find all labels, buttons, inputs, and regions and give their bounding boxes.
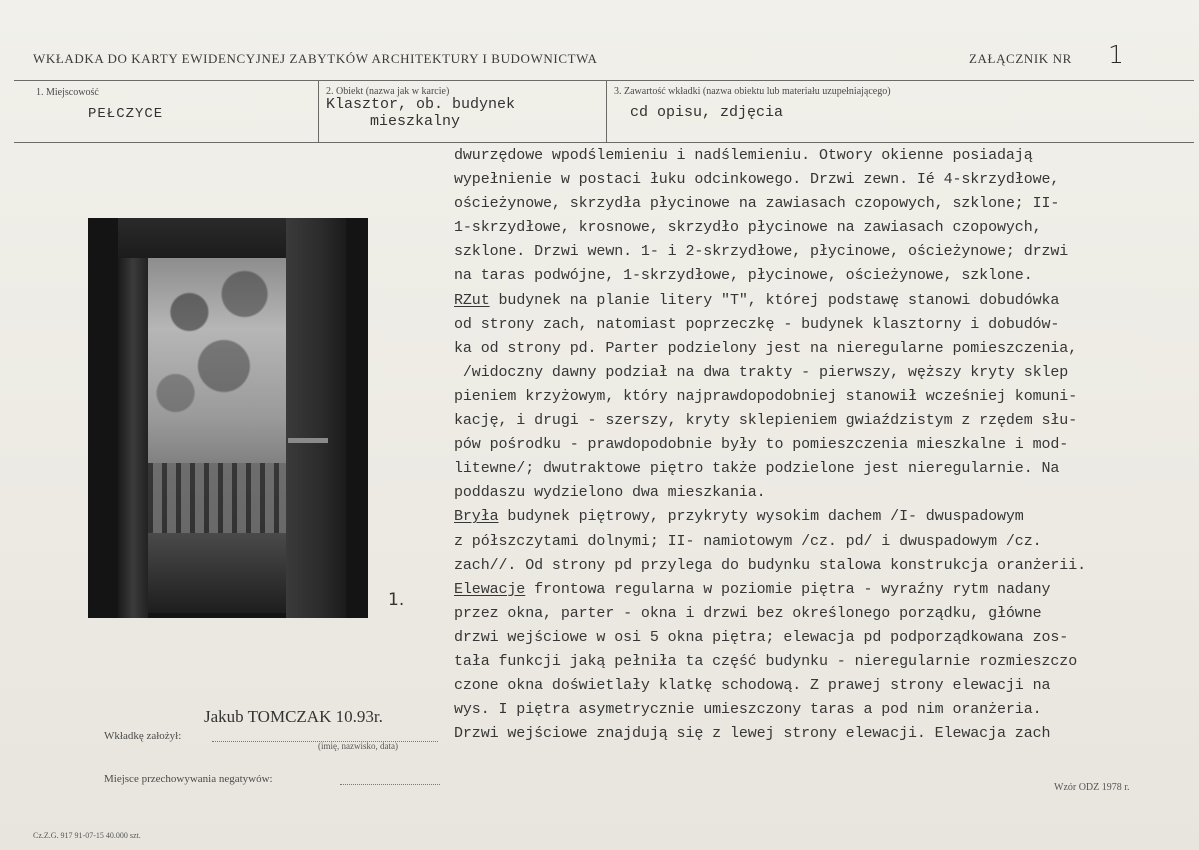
founded-label: Wkładkę założył: — [104, 730, 182, 742]
body-line: ka od strony pd. Parter podzielony jest na nieregularne pomieszczenia, — [454, 339, 1078, 357]
body-line: 1-skrzydłowe, krosnowe, skrzydło płycinowe na zawiasach czopowych, — [454, 219, 1042, 237]
contents-value: cd opisu, zdjęcia — [630, 104, 784, 121]
heading-rzut: RZut — [454, 291, 490, 309]
object-label: 2. Obiekt (nazwa jak w karcie) — [326, 86, 450, 97]
locality-label: 1. Miejscowość — [36, 87, 99, 98]
heading-elewacje: Elewacje — [454, 580, 526, 598]
body-line-elewacje — [454, 578, 1194, 602]
negatives-dotted-line — [340, 784, 440, 785]
box-divider-1 — [318, 80, 319, 143]
body-line: szklone. Drzwi wewn. 1- i 2-skrzydłowe, płycinowe, ościeżynowe; drzwi — [454, 243, 1069, 261]
heading-bryla: Bryła — [454, 508, 499, 526]
photo-number: 1. — [388, 590, 405, 610]
photograph-doorway — [88, 218, 368, 618]
body-line: dwurzędowe wpodślemieniu i nadślemieniu. Otwory okienne posiadają — [454, 147, 1033, 164]
body-line: wys. I piętra asymetrycznie umieszczony taras a pod nim oranżeria. — [454, 701, 1042, 719]
body-line: tała funkcji jaką pełniła ta część budynku - nieregularnie rozmieszczo — [454, 652, 1078, 670]
body-line-rest: budynek na planie litery "T", której podstawę stanowi dobudówka — [489, 291, 1060, 309]
body-line: pów pośrodku - prawdopodobnie były to pomieszczenia mieszkalne i mod- — [454, 436, 1069, 454]
description-text — [454, 144, 1194, 746]
form-title: WKŁADKA DO KARTY EWIDENCYJNEJ ZABYTKÓW ARCHITEKTURY I BUDOWNICTWA — [33, 51, 598, 66]
contents-label: 3. Zawartość wkładki (nazwa obiektu lub materiału uzupełniającego) — [614, 86, 891, 97]
author-signature: Jakub TOMCZAK 10.93r. — [204, 707, 383, 726]
photo-door-handle — [288, 438, 328, 443]
founded-hint: (imię, nazwisko, data) — [318, 741, 398, 751]
body-line: czone okna doświetlały klatkę schodową. Z prawej strony elewacji na — [454, 677, 1051, 695]
body-line: na taras podwójne, 1-skrzydłowe, płycinowe, ościeżynowe, szklone. — [454, 267, 1033, 285]
photo-door-frame-left — [118, 218, 148, 618]
object-value-line1: Klasztor, ob. budynek — [326, 96, 516, 113]
body-line: kację, i drugi - szerszy, kryty sklepieniem gwiaździstym z rzędem słu- — [454, 412, 1078, 430]
top-rule — [14, 80, 1194, 81]
photo-foliage — [148, 258, 286, 438]
body-line: poddaszu wydzielono dwa mieszkania. — [454, 484, 766, 502]
body-line-rest: frontowa regularna w poziomie piętra - wyraźny rytm nadany — [525, 580, 1051, 598]
box-bottom-rule — [14, 142, 1194, 143]
object-value-line2: mieszkalny — [370, 113, 461, 130]
body-line: pieniem krzyżowym, który najprawdopodobniej stanowił wcześniej komuni- — [454, 387, 1078, 405]
body-line: od strony zach, natomiast poprzeczkę - budynek klasztorny i dobudów- — [454, 315, 1060, 333]
body-line: Drzwi wejściowe znajdują się z lewej strony elewacji. Elewacja zach — [454, 725, 1051, 743]
body-line: ościeżynowe, skrzydła płycinowe na zawiasach czopowych, szklone; II- — [454, 195, 1060, 213]
body-line: z półszczytami dolnymi; II- namiotowym /cz. pd/ i dwuspadowym /cz. — [454, 532, 1042, 550]
photo-terrace-railing — [148, 463, 286, 533]
body-line-rest: budynek piętrowy, przykryty wysokim dachem /I- dwuspadowym — [498, 508, 1024, 526]
body-line-rzut — [454, 289, 1194, 313]
body-line: drzwi wejściowe w osi 5 okna piętra; elewacja pd podporządkowana zos- — [454, 628, 1069, 646]
body-line-bryla — [454, 505, 1194, 529]
form-model: Wzór ODZ 1978 r. — [1054, 782, 1130, 793]
annex-number: 1 — [1108, 40, 1124, 69]
body-line: wypełnienie w postaci łuku odcinkowego. Drzwi zewn. Ié 4-skrzydłowe, — [454, 171, 1060, 189]
annex-label: ZAŁĄCZNIK NR — [969, 51, 1072, 66]
locality-value: PEŁCZYCE — [88, 106, 164, 122]
body-line: zach//. Od strony pd przylega do budynku stalowa konstrukcja oranżerii. — [454, 556, 1087, 574]
body-line: litewne/; dwutraktowe piętro także podzielone jest nieregularnie. Na — [454, 460, 1060, 478]
print-info: Cz.Z.G. 917 91-07-15 40.000 szt. — [33, 831, 141, 840]
negatives-label: Miejsce przechowywania negatywów: — [104, 773, 273, 785]
box-divider-2 — [606, 80, 607, 143]
body-line: przez okna, parter - okna i drzwi bez określonego porządku, główne — [454, 604, 1042, 622]
photo-door-leaf — [286, 218, 346, 618]
photo-floor — [148, 533, 286, 613]
body-line: /widoczny dawny podział na dwa trakty - pierwszy, węższy kryty sklep — [454, 363, 1069, 381]
